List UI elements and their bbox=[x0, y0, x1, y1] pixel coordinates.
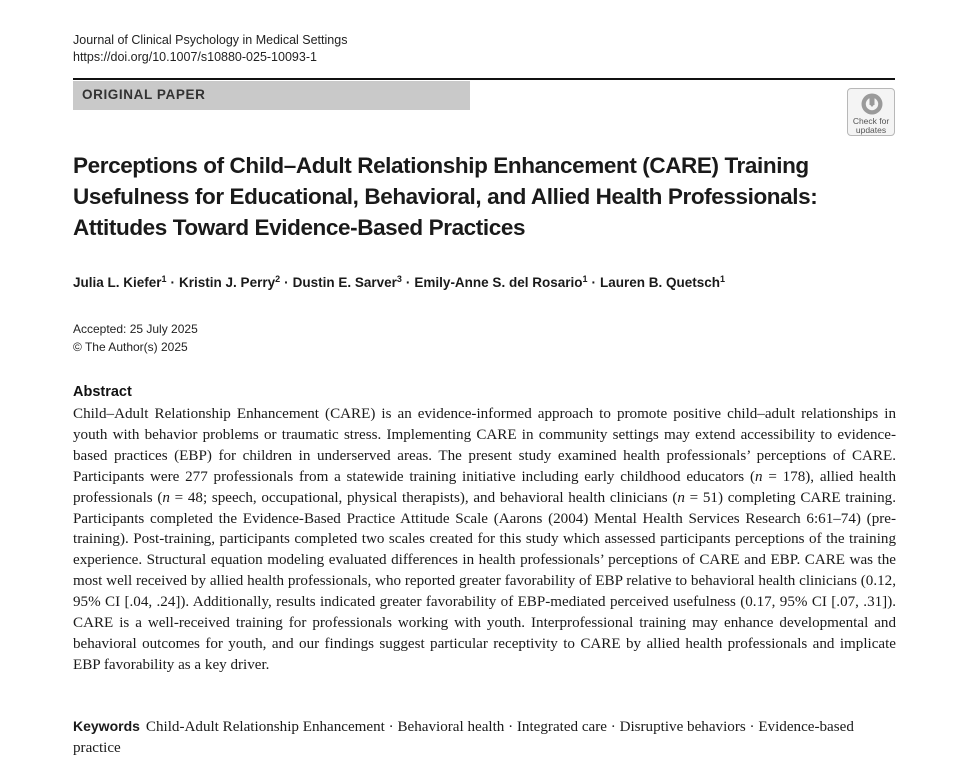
abstract-segment: = 178), allied health professionals ( bbox=[73, 468, 897, 506]
author-separator: · bbox=[170, 275, 176, 290]
keyword: Integrated care bbox=[516, 719, 607, 735]
keywords-label: Keywords bbox=[73, 718, 140, 734]
author-affiliation: 2 bbox=[275, 274, 281, 284]
abstract-italic-n: n bbox=[162, 489, 170, 506]
header-rule bbox=[73, 78, 895, 80]
author-name[interactable]: Kristin J. Perry bbox=[179, 275, 276, 290]
author-affiliation: 1 bbox=[720, 274, 726, 284]
journal-doi[interactable]: https://doi.org/10.1007/s10880-025-10093-1 bbox=[73, 50, 317, 64]
keyword: Behavioral health bbox=[397, 719, 505, 735]
crossmark-icon bbox=[860, 92, 884, 116]
author-list bbox=[73, 270, 725, 292]
abstract-heading: Abstract bbox=[73, 384, 132, 400]
keyword-separator: · bbox=[384, 719, 398, 735]
abstract-segment: = 51) completing CARE training. Participants completed the Evidence-Based Practice Attitude Scale (Aarons (2004) Mental Health Services Research 6:61–74) (pre-training). Post-training, participants completed two scales created for this study which assessed participants perceptions of the training experience. Structural equation modeling evaluated differences in health professionals’ perceptions of CARE and EBP. CARE was the most well received by allied health professionals, who reported greater favorability of EBP relative to behavioral health clinicians (0.12, 95% CI [.04, .24]). Additionally, results indicated greater favorability of EBP-mediated perceived usefulness (0.17, 95% CI [.07, .31]). CARE is a well-received training for professionals working with youth. Interprofessional training may enhance developmental and behavioral outcomes for youth, and our findings suggest particular receptivity to CARE by allied health professionals and implicate EBP favorability as a key driver. bbox=[73, 489, 896, 673]
author-affiliation: 3 bbox=[396, 274, 402, 284]
journal-header bbox=[73, 32, 347, 66]
keyword: Child-Adult Relationship Enhancement bbox=[145, 719, 385, 735]
author-affiliation: 1 bbox=[582, 274, 588, 284]
journal-name: Journal of Clinical Psychology in Medical Settings bbox=[73, 33, 348, 47]
accepted-date: Accepted: 25 July 2025 bbox=[73, 322, 198, 336]
abstract-segment: Child–Adult Relationship Enhancement (CARE) is an evidence-informed approach to promote positive child–adult relationships in youth with behavior problems or traumatic stress. Implementing CARE in community settings may extend accessibility to evidence-based practices (EBP) for children in underserved areas. The present study examined health professionals’ perceptions of CARE. Participants were 277 professionals from a statewide training initiative including early childhood educators ( bbox=[73, 406, 896, 485]
abstract-italic-n: n bbox=[755, 468, 763, 485]
abstract-italic-n: n bbox=[677, 489, 685, 506]
keyword: Evidence-based practice bbox=[73, 719, 854, 756]
author-name[interactable]: Julia L. Kiefer bbox=[73, 275, 162, 290]
publication-dates bbox=[73, 320, 198, 356]
article-type-banner bbox=[73, 81, 470, 110]
author-separator: · bbox=[591, 275, 596, 290]
check-label-line1: Check for bbox=[852, 116, 890, 126]
abstract-segment: = 48; speech, occupational, physical therapists), and behavioral health clinicians ( bbox=[169, 489, 678, 506]
author-name[interactable]: Lauren B. Quetsch bbox=[599, 275, 721, 290]
keyword-separator: · bbox=[606, 719, 620, 735]
abstract-text bbox=[73, 404, 896, 676]
article-type-label: ORIGINAL PAPER bbox=[82, 87, 206, 102]
keyword-separator: · bbox=[504, 719, 517, 735]
copyright-line: © The Author(s) 2025 bbox=[73, 340, 188, 354]
author-name[interactable]: Dustin E. Sarver bbox=[292, 275, 397, 290]
keywords-block bbox=[73, 716, 896, 759]
keyword-separator: · bbox=[745, 719, 759, 735]
check-for-updates-button[interactable] bbox=[847, 88, 895, 136]
author-separator: · bbox=[284, 275, 289, 290]
author-affiliation: 1 bbox=[161, 274, 167, 284]
article-title: Perceptions of Child–Adult Relationship Enhancement (CARE) Training Usefulness for Educational, Behavioral, and Allied Health Professionals: Attitudes Toward Evidence-Based Practices bbox=[73, 153, 818, 240]
keyword: Disruptive behaviors bbox=[619, 719, 746, 735]
check-label-line2: updates bbox=[855, 125, 887, 135]
author-separator: · bbox=[405, 275, 411, 290]
author-name[interactable]: Emily-Anne S. del Rosario bbox=[414, 275, 583, 290]
